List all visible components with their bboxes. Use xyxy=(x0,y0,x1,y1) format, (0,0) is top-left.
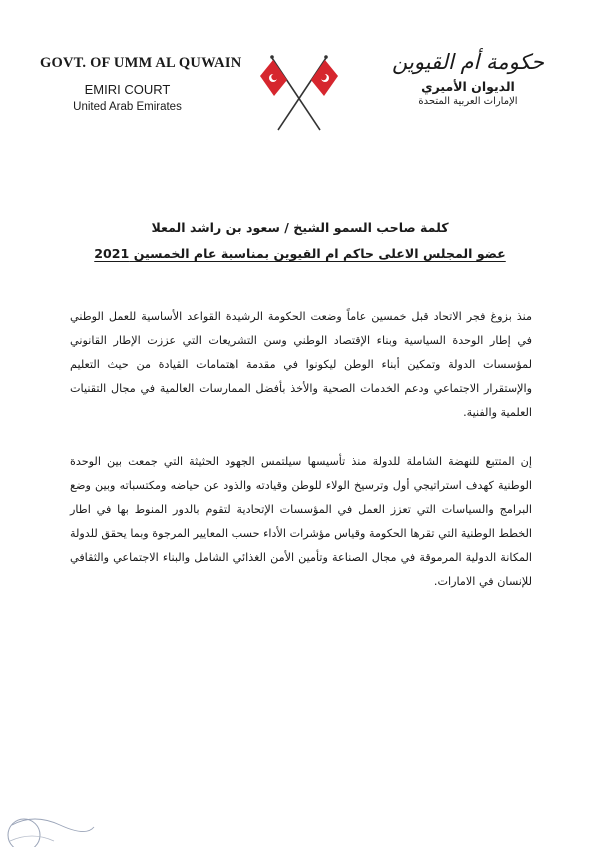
paragraph-1: منذ بزوغ فجر الاتحاد قبل خمسين عاماً وضعت الحكومة الرشيدة القواعد الأساسية للعمل الوطني في إطار الوحدة السياسية وبناء الإقتصاد الوطني وسن التشريعات التي عززت الإطار القانوني لمؤسسات الدولة وتمكين أبناء الوطن ليكونوا في مقدمة اهتمامات القيادة من حيث التعليم والإستقرار الاجتماعي ودعم الخدمات الصحية والأخذ بأفضل الممارسات العالمية في مجال التقنيات العلمية والفنية. xyxy=(70,310,532,419)
speech-subtitle xyxy=(40,246,560,261)
crossed-flags-emblem xyxy=(258,52,340,132)
country-name-ar: الإمارات العربية المتحدة xyxy=(418,96,518,107)
letterhead-arabic xyxy=(378,48,558,107)
court-name-ar: الديوان الأميري xyxy=(421,79,515,94)
court-name-en: EMIRI COURT xyxy=(84,82,171,97)
government-name-en: GOVT. OF UMM AL QUWAIN xyxy=(40,55,242,71)
paragraph-2: إن المتتبع للنهضة الشاملة للدولة منذ تأسيسها سيلتمس الجهود الحثيثة التي جمعت بين الوحدة الوطنية كهدف استراتيجي أول وترسيخ الولاء للوطن وقيادته والذود عن حياضه ومكتسباته وبين وضع البرامج والسياسات التي تعزز العمل في المؤسسات الإتحادية لتقوم بالدور المنوط بها في اطار الخطط الوطنية التي تقرها الحكومة وقياس مؤشرات الأداء حسب المعايير المرجوة وبما يحقق للدولة المكانة الدولية المرموقة في مجال الصناعة وتأمين الأمن الغذائي الشامل والبناء الاجتماعي والثقافي للإنسان في الامارات. xyxy=(70,455,532,588)
letterhead-english xyxy=(40,55,242,113)
flag-right-icon xyxy=(278,55,338,130)
flag-left-icon xyxy=(260,55,320,130)
speech-subtitle-text: عضو المجلس الاعلى حاكم ام القيوين بمناسبة عام الخمسين 2021 xyxy=(94,246,506,261)
speech-title: كلمة صاحب السمو الشيخ / سعود بن راشد المعلا xyxy=(151,220,449,235)
country-name-en: United Arab Emirates xyxy=(73,101,182,113)
stamp-mark xyxy=(4,795,96,847)
government-name-ar: حكومة أم القيوين xyxy=(392,50,544,74)
